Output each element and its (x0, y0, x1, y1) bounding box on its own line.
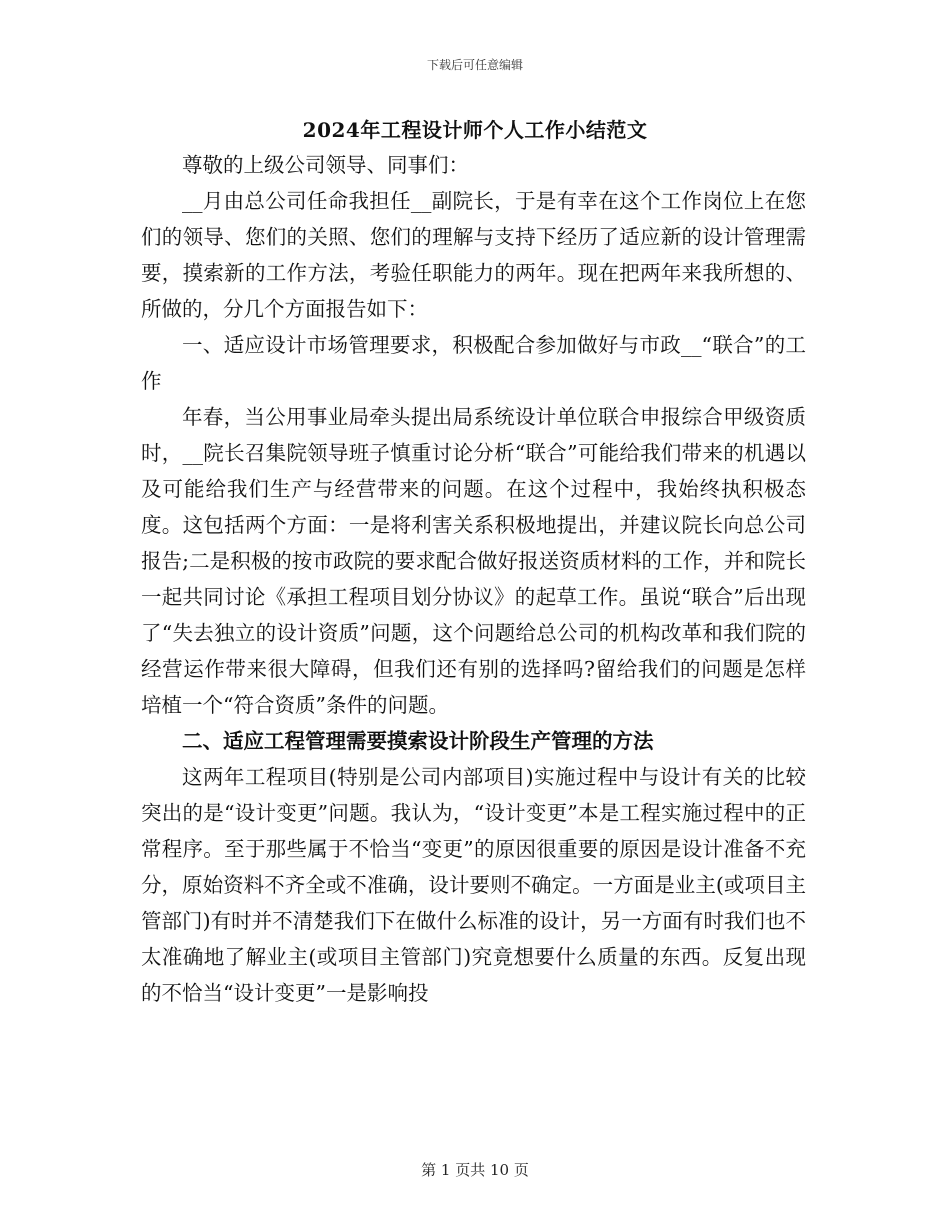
document-title: 2024年工程设计师个人工作小结范文 (302, 118, 648, 142)
document-body (141, 147, 806, 1011)
paragraph-intro: __月由总公司任命我担任__副院长，于是有幸在这个工作岗位上在您们的领导、您们的关照、您们的理解与支持下经历了适应新的设计管理需要，摸索新的工作方法，考验任职能力的两年。现在把两年来我所想的、所做的，分几个方面报告如下： (141, 189, 806, 321)
paragraph-section-2: 这两年工程项目(特别是公司内部项目)实施过程中与设计有关的比较突出的是“设计变更”问题。我认为，“设计变更”本是工程实施过程中的正常程序。至于那些属于不恰当“变更”的原因很重要的原因是设计准备不充分，原始资料不齐全或不准确，设计要则不确定。一方面是业主(或项目主管部门)有时并不清楚我们下在做什么标准的设计，另一方面有时我们也不太准确地了解业主(或项目主管部门)究竟想要什么质量的东西。反复出现的不恰当“设计变更”一是影响投 (141, 765, 806, 1005)
page-number: 第 1 页共 10 页 (421, 1161, 529, 1179)
section-heading-1: 一、适应设计市场管理要求，积极配合参加做好与市政__“联合”的工作 (141, 333, 806, 393)
paragraph-section-1: 年春，当公用事业局牵头提出局系统设计单位联合申报综合甲级资质时，__院长召集院领导班子慎重讨论分析“联合”可能给我们带来的机遇以及可能给我们生产与经营带来的问题。在这个过程中，我始终执积极态度。这包括两个方面：一是将利害关系积极地提出，并建议院长向总公司报告;二是积极的按市政院的要求配合做好报送资质材料的工作，并和院长一起共同讨论《承担工程项目划分协议》的起草工作。虽说“联合”后出现了“失去独立的设计资质”问题，这个问题给总公司的机构改革和我们院的经营运作带来很大障碍，但我们还有别的选择吗?留给我们的问题是怎样培植一个“符合资质”条件的问题。 (141, 405, 806, 717)
section-heading-2: 二、适应工程管理需要摸索设计阶段生产管理的方法 (182, 729, 654, 753)
page-header-note: 下载后可任意编辑 (426, 58, 523, 72)
paragraph-salutation: 尊敬的上级公司领导、同事们： (182, 153, 469, 177)
